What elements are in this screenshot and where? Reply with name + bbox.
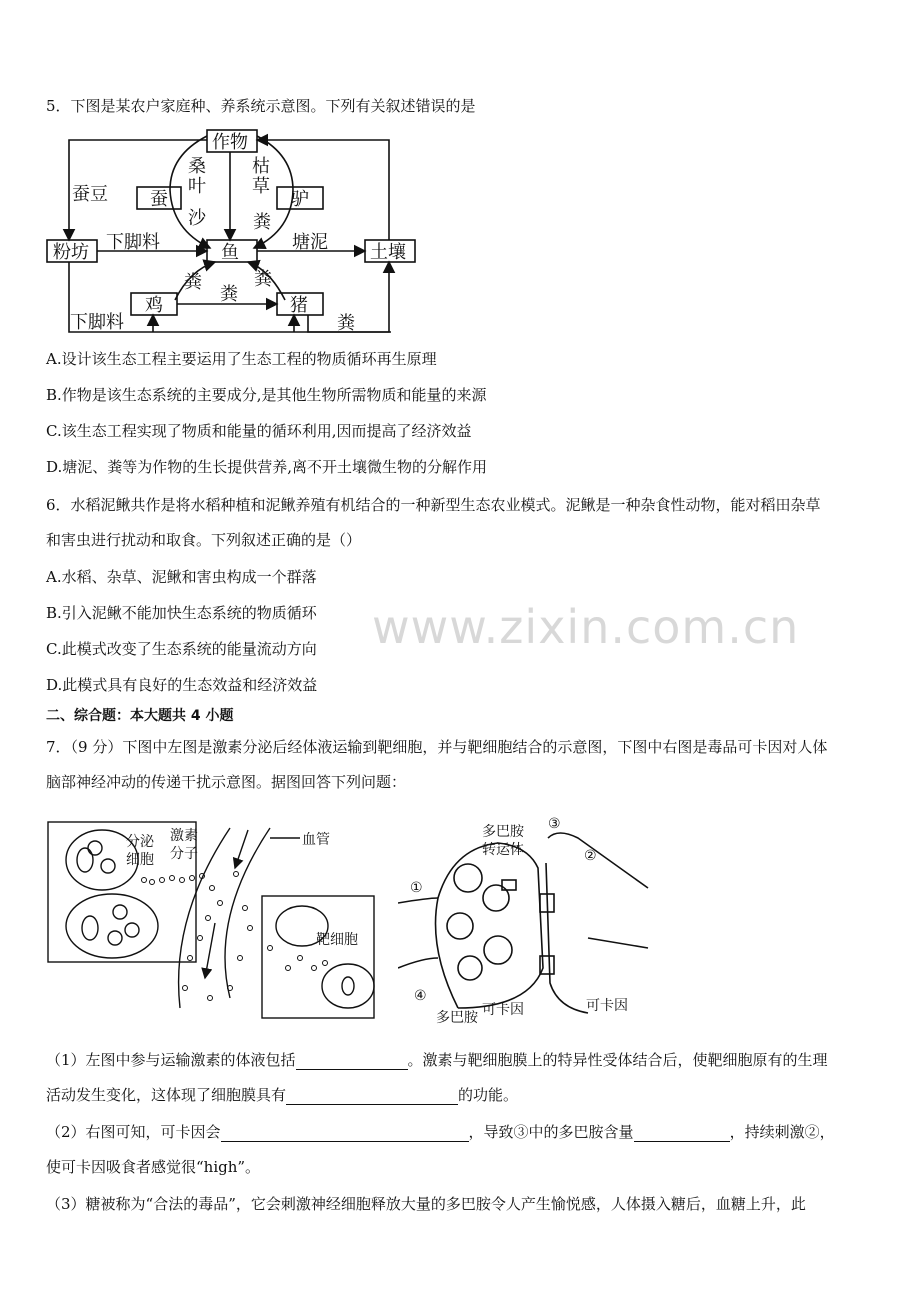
section-heading: 二、综合题：本大题共 4 小题	[46, 708, 234, 724]
edge-mud: 塘泥	[292, 232, 328, 253]
q7-left-figure	[40, 808, 380, 1028]
edge-scraps-bottom: 下脚料	[70, 312, 124, 333]
label-silkworm: 蚕	[150, 189, 168, 210]
q7-p1c: 活动发生变化，这体现了细胞膜具有	[46, 1086, 287, 1104]
label-target: 靶细胞	[316, 932, 358, 948]
answer-blank-3[interactable]	[221, 1126, 469, 1142]
q7-p2b: ，导致③中的多巴胺含量	[468, 1123, 634, 1141]
q7-stem-1: 7．（9 分）下图中左图是激素分泌后经体液运输到靶细胞，并与靶细胞结合的示意图，下图中右图是毒品可卡因对人体	[46, 738, 828, 756]
q6-option-a: A.水稻、杂草、泥鳅和害虫构成一个群落	[46, 568, 317, 586]
label-transporter-2: 转运体	[482, 842, 524, 858]
label-vessel: 血管	[302, 832, 330, 848]
label-transporter-1: 多巴胺	[482, 824, 524, 840]
q5-option-d: D.塘泥、粪等为作物的生长提供营养,离不开土壤微生物的分解作用	[46, 458, 488, 476]
label-hormone-1: 激素	[170, 828, 198, 844]
label-hormone-2: 分子	[170, 846, 198, 862]
edge-sand: 沙	[188, 208, 206, 229]
label-donkey: 驴	[291, 189, 309, 210]
label-num-3: ③	[548, 816, 561, 832]
label-num-2: ②	[584, 848, 597, 864]
q7-p1b: 。激素与靶细胞膜上的特异性受体结合后，使靶细胞原有的生理	[407, 1051, 828, 1069]
q7-p1-line1	[46, 1050, 828, 1070]
edge-straw-1: 枯	[252, 156, 270, 177]
label-cocaine-2: 可卡因	[586, 998, 628, 1014]
q7-p2-line2: 使可卡因吸食者感觉很“high”。	[46, 1158, 261, 1176]
q5-option-c: C.该生态工程实现了物质和能量的循环利用,因而提高了经济效益	[46, 422, 472, 440]
edge-scraps-fish: 下脚料	[106, 232, 160, 253]
edge-straw-2: 草	[252, 176, 270, 197]
q7-right-figure	[398, 808, 658, 1028]
q6-option-d: D.此模式具有良好的生态效益和经济效益	[46, 676, 318, 694]
q7-p1d: 的功能。	[458, 1086, 519, 1104]
q7-p3-line1: （3）糖被称为“合法的毒品”，它会刺激神经细胞释放大量的多巴胺令人产生愉悦感，人体摄入糖后，血糖上升，此	[46, 1195, 806, 1213]
q5-option-a: A.设计该生态工程主要运用了生态工程的物质循环再生原理	[46, 350, 437, 368]
q6-stem-1: 6．水稻泥鳅共作是将水稻种植和泥鳅养殖有机结合的一种新型生态农业模式。泥鳅是一种杂食性动物，能对稻田杂草	[46, 496, 821, 514]
q6-option-b: B.引入泥鳅不能加快生态系统的物质循环	[46, 604, 317, 622]
q7-p1a: （1）左图中参与运输激素的体液包括	[46, 1051, 296, 1069]
q6-option-c: C.此模式改变了生态系统的能量流动方向	[46, 640, 317, 658]
edge-dung-donkey: 粪	[253, 212, 271, 233]
label-dopamine: 多巴胺	[436, 1010, 478, 1026]
answer-blank-1[interactable]	[296, 1054, 408, 1070]
label-num-4: ④	[414, 988, 427, 1004]
label-cocaine-1: 可卡因	[482, 1002, 524, 1018]
label-pig: 猪	[290, 295, 308, 316]
q7-stem-2: 脑部神经冲动的传递干扰示意图。据图回答下列问题：	[46, 773, 407, 791]
q7-p1-line2	[46, 1085, 518, 1105]
q5-option-b: B.作物是该生态系统的主要成分,是其他生物所需物质和能量的来源	[46, 386, 487, 404]
q5-diagram	[0, 120, 920, 460]
label-soil: 土壤	[370, 242, 406, 263]
label-chicken: 鸡	[145, 295, 163, 316]
edge-bean: 蚕豆	[72, 184, 108, 205]
answer-blank-4[interactable]	[634, 1126, 730, 1142]
edge-dung-pig: 粪	[254, 269, 272, 290]
edge-mulberry-2: 叶	[188, 176, 206, 197]
q7-p2c: ，持续刺激②，	[729, 1123, 835, 1141]
label-num-1: ①	[410, 880, 423, 896]
label-secretory-1: 分泌	[126, 834, 154, 850]
answer-blank-2[interactable]	[286, 1089, 458, 1105]
edge-dung-chicken-pig: 粪	[220, 284, 238, 305]
q7-p2-line1	[46, 1122, 835, 1142]
edge-dung-pig-soil: 粪	[337, 313, 355, 334]
edge-mulberry-1: 桑	[188, 156, 206, 177]
q6-stem-2: 和害虫进行扰动和取食。下列叙述正确的是（）	[46, 531, 362, 549]
q5-stem: 5．下图是某农户家庭种、养系统示意图。下列有关叙述错误的是	[46, 97, 476, 115]
label-mill: 粉坊	[53, 242, 89, 263]
label-secretory-2: 细胞	[126, 852, 154, 868]
label-crop: 作物	[212, 132, 248, 153]
edge-dung-chicken: 粪	[184, 272, 202, 293]
label-fish: 鱼	[221, 242, 239, 263]
q7-p2a: （2）右图可知，可卡因会	[46, 1123, 221, 1141]
watermark: www.zixin.com.cn	[372, 600, 800, 654]
